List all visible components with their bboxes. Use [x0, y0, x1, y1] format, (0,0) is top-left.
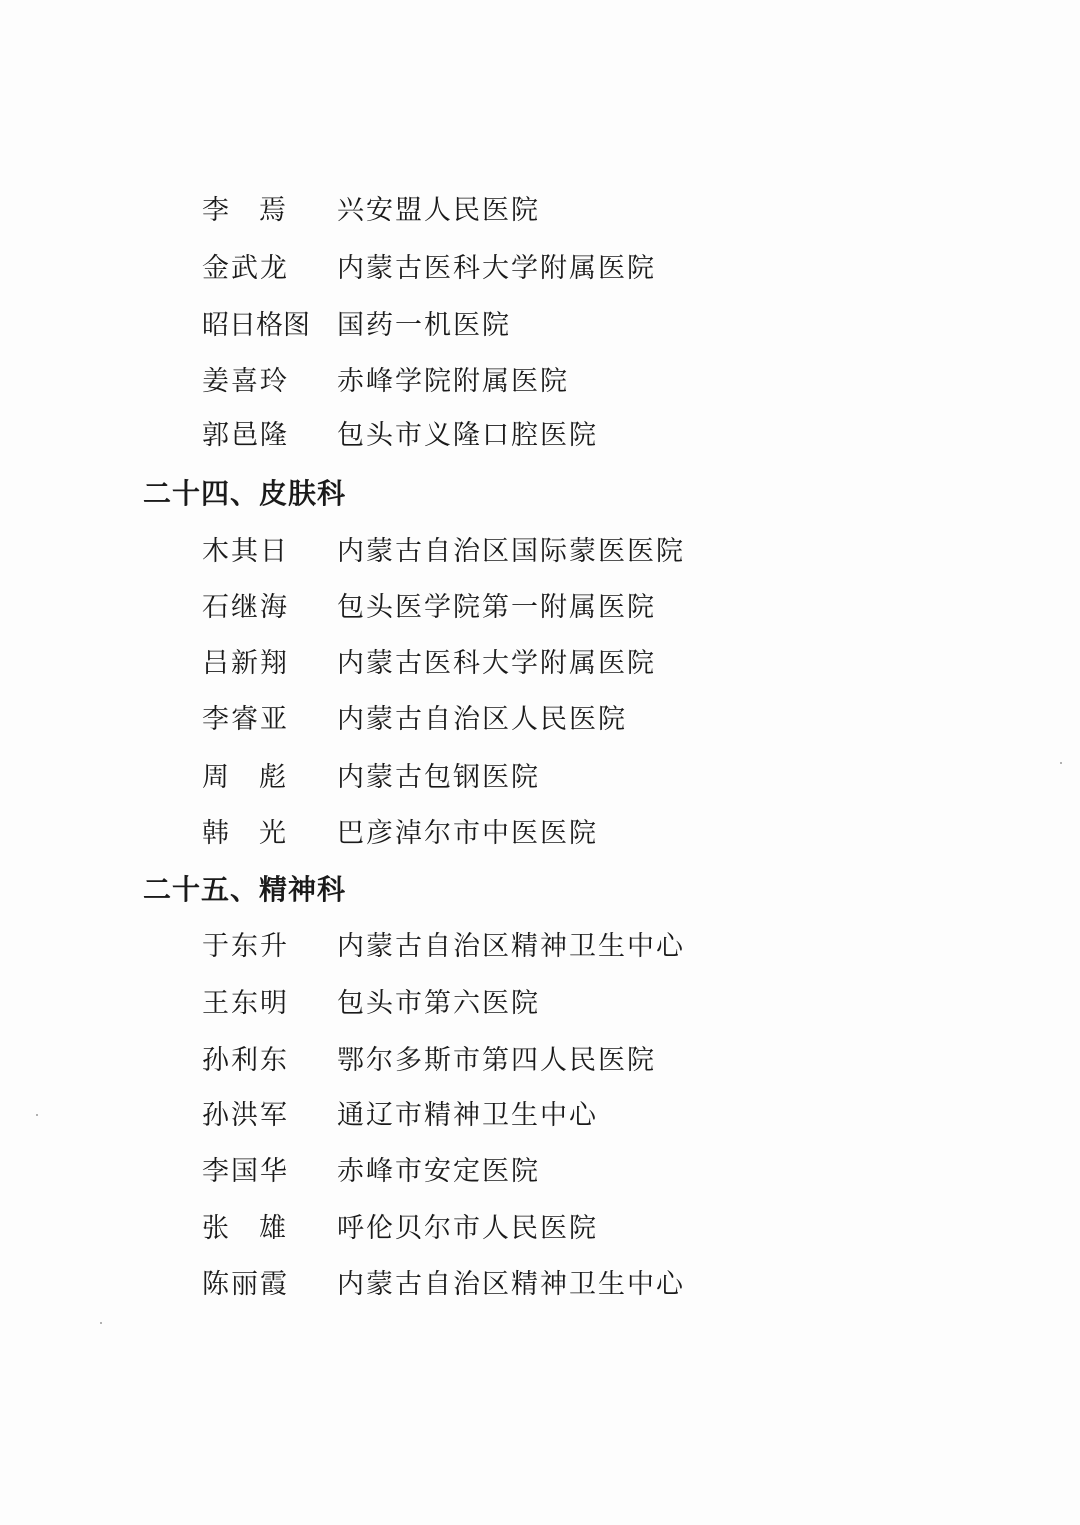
hospital-name: 内蒙古包钢医院 — [337, 762, 540, 793]
person-name: 吕新翔 — [202, 648, 289, 679]
hospital-name: 内蒙古自治区精神卫生中心 — [337, 1269, 685, 1300]
list-item — [0, 362, 1080, 402]
list-item — [0, 644, 1080, 684]
person-name: 石继海 — [202, 592, 289, 623]
hospital-name: 通辽市精神卫生中心 — [337, 1100, 598, 1131]
person-name: 孙利东 — [202, 1045, 289, 1076]
person-name: 陈丽霞 — [202, 1269, 289, 1300]
name-char: 张 — [202, 1213, 229, 1244]
list-item — [0, 758, 1080, 798]
person-name: 姜喜玲 — [202, 366, 289, 397]
person-name — [202, 191, 286, 231]
hospital-name: 内蒙古自治区国际蒙医医院 — [337, 536, 685, 567]
hospital-name: 兴安盟人民医院 — [337, 195, 540, 226]
scan-speck — [100, 1322, 102, 1324]
name-char: 韩 — [202, 818, 229, 849]
person-name — [202, 1209, 286, 1249]
hospital-name: 呼伦贝尔市人民医院 — [337, 1213, 598, 1244]
hospital-name: 巴彦淖尔市中医医院 — [337, 818, 598, 849]
person-name: 李国华 — [202, 1156, 289, 1187]
person-name: 王东明 — [202, 988, 289, 1019]
hospital-name: 包头市第六医院 — [337, 988, 540, 1019]
name-char: 彪 — [259, 762, 286, 793]
list-item — [0, 814, 1080, 854]
hospital-name: 内蒙古自治区精神卫生中心 — [337, 931, 685, 962]
scan-speck — [36, 1114, 38, 1116]
scan-speck — [1060, 762, 1062, 764]
name-char: 李 — [202, 195, 229, 226]
list-item — [0, 1209, 1080, 1249]
name-char: 雄 — [259, 1213, 286, 1244]
list-item — [0, 588, 1080, 628]
person-name: 木其日 — [202, 536, 289, 567]
hospital-name: 赤峰学院附属医院 — [337, 366, 569, 397]
person-name: 金武龙 — [202, 253, 289, 284]
hospital-name: 包头市义隆口腔医院 — [337, 420, 598, 451]
section-heading: 二十五、精神科 — [143, 873, 347, 906]
person-name: 于东升 — [202, 931, 289, 962]
name-char: 焉 — [259, 195, 286, 226]
list-item — [0, 416, 1080, 456]
hospital-name: 国药一机医院 — [337, 310, 511, 341]
name-char: 光 — [259, 818, 286, 849]
list-item — [0, 1152, 1080, 1192]
person-name — [202, 758, 286, 798]
person-name — [202, 814, 286, 854]
person-name: 郭邑隆 — [202, 420, 289, 451]
list-item — [0, 191, 1080, 231]
person-name: 昭日格图 — [202, 310, 310, 341]
list-item — [0, 532, 1080, 572]
list-item — [0, 1265, 1080, 1305]
hospital-name: 赤峰市安定医院 — [337, 1156, 540, 1187]
list-item — [0, 927, 1080, 967]
hospital-name: 包头医学院第一附属医院 — [337, 592, 656, 623]
list-item — [0, 984, 1080, 1024]
hospital-name: 内蒙古自治区人民医院 — [337, 704, 627, 735]
person-name: 孙洪军 — [202, 1100, 289, 1131]
hospital-name: 鄂尔多斯市第四人民医院 — [337, 1045, 656, 1076]
list-item — [0, 249, 1080, 289]
hospital-name: 内蒙古医科大学附属医院 — [337, 648, 656, 679]
person-name: 李睿亚 — [202, 704, 289, 735]
list-item — [0, 1096, 1080, 1136]
section-heading: 二十四、皮肤科 — [143, 477, 347, 510]
name-char: 周 — [202, 762, 229, 793]
list-item — [0, 306, 1080, 346]
list-item — [0, 700, 1080, 740]
hospital-name: 内蒙古医科大学附属医院 — [337, 253, 656, 284]
list-item — [0, 1041, 1080, 1081]
